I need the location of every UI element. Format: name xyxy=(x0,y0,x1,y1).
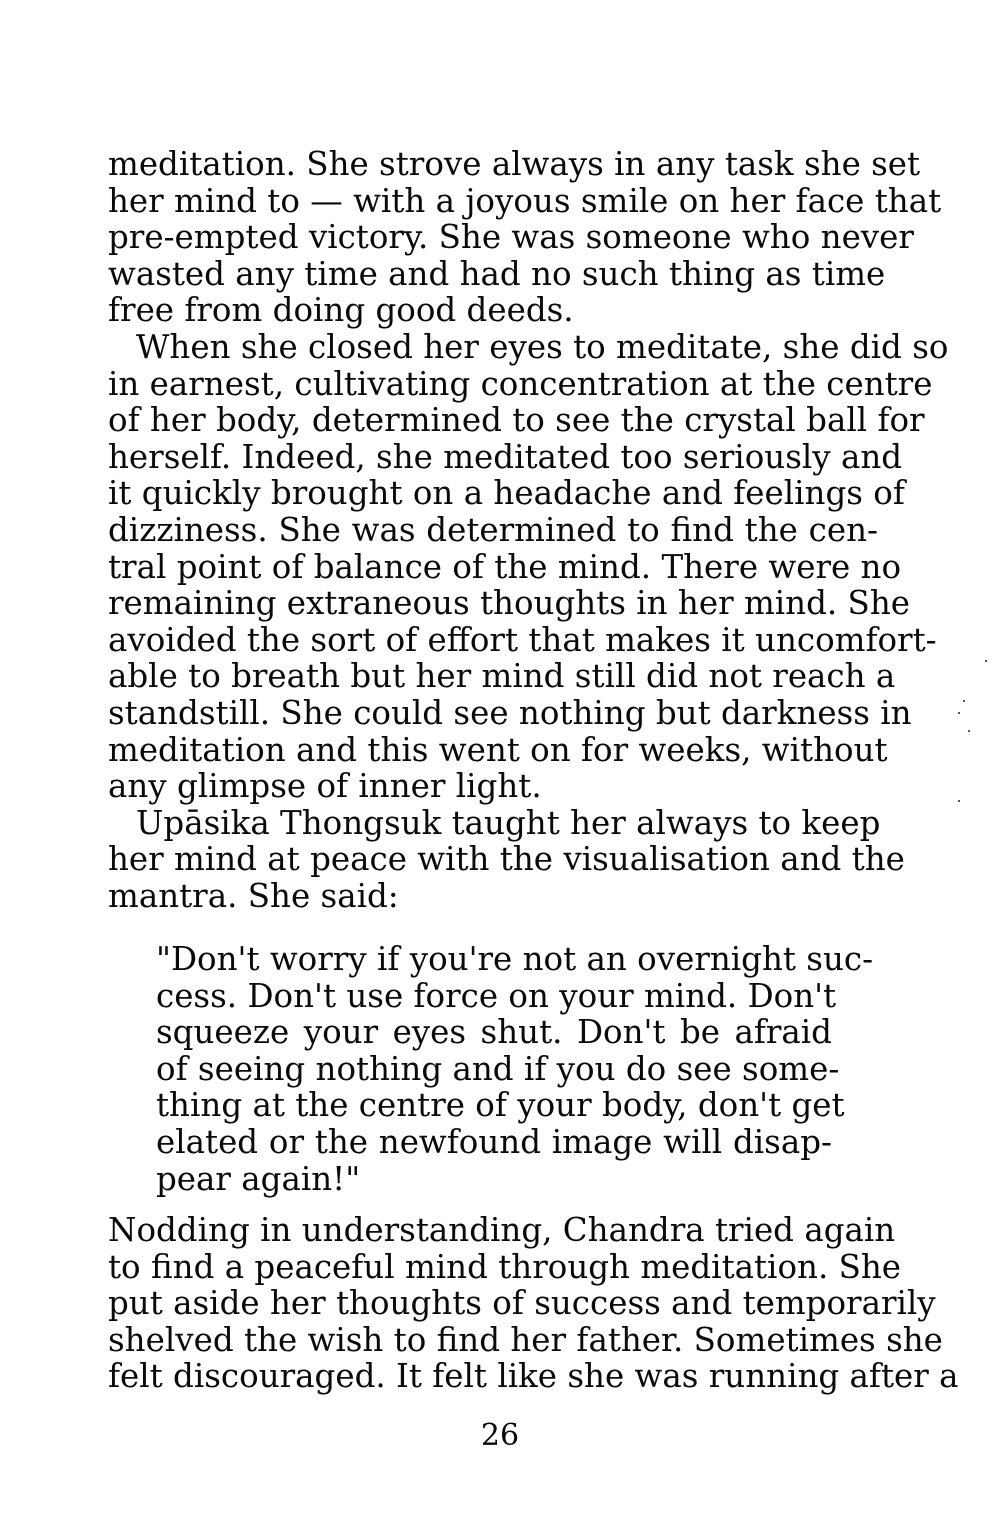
text-line: it quickly brought on a headache and feelings of xyxy=(108,474,905,513)
text-line: her mind to — with a joyous smile on her face that xyxy=(108,181,942,220)
text-line: any glimpse of inner light. xyxy=(108,767,542,806)
text-line: avoided the sort of effort that makes it uncomfort- xyxy=(108,620,937,659)
text-line: her mind at peace with the visualisation and the xyxy=(108,840,905,879)
scan-speck xyxy=(968,730,970,732)
quote-line: elated or the newfound image will disap- xyxy=(156,1122,832,1161)
text-line: remaining extraneous thoughts in her mind. She xyxy=(108,584,910,623)
text-line: able to breath but her mind still did not reach a xyxy=(108,657,896,696)
scan-speck xyxy=(958,712,960,714)
text-line: Upāsika Thongsuk taught her always to keep xyxy=(136,803,881,842)
quote-line: pear again!" xyxy=(156,1159,361,1198)
scan-speck xyxy=(985,660,987,662)
text-line: Nodding in understanding, Chandra tried again xyxy=(108,1211,896,1249)
text-line: tral point of balance of the mind. There were no xyxy=(108,547,902,586)
text-line: meditation. She strove always in any task she set xyxy=(108,145,921,183)
text-line: dizziness. She was determined to find the cen- xyxy=(108,510,878,549)
body-text-block xyxy=(108,145,949,915)
quote-line: of seeing nothing and if you do see some- xyxy=(156,1049,840,1088)
text-line: herself. Indeed, she meditated too seriously and xyxy=(108,437,903,476)
page-number: 26 xyxy=(480,1418,520,1453)
scan-speck xyxy=(958,800,960,802)
block-quote xyxy=(156,940,874,1198)
text-line: meditation and this went on for weeks, without xyxy=(108,730,888,769)
text-line: of her body, determined to see the crystal ball for xyxy=(108,401,925,440)
quote-line: cess. Don't use force on your mind. Don't xyxy=(156,976,837,1015)
text-line: When she closed her eyes to meditate, she did so xyxy=(136,327,949,366)
quote-line: thing at the centre of your body, don't get xyxy=(156,1086,845,1125)
closing-paragraph xyxy=(108,1211,959,1396)
text-line: felt discouraged. It felt like she was running after a xyxy=(108,1357,959,1396)
text-line: shelved the wish to find her father. Sometimes she xyxy=(108,1320,943,1359)
text-line: standstill. She could see nothing but darkness in xyxy=(108,693,912,732)
quote-line: squeeze your eyes shut. Don't be afraid xyxy=(156,1013,832,1052)
text-line: to find a peaceful mind through meditation. She xyxy=(108,1247,902,1286)
text-line: in earnest, cultivating concentration at the centre xyxy=(108,364,933,403)
scan-speck xyxy=(963,700,965,702)
text-line: wasted any time and had no such thing as time xyxy=(108,254,886,293)
text-line: pre-empted victory. She was someone who never xyxy=(108,218,914,257)
quote-line: "Don't worry if you're not an overnight suc- xyxy=(156,940,874,978)
text-line: mantra. She said: xyxy=(108,876,399,915)
text-line: put aside her thoughts of success and temporarily xyxy=(108,1284,936,1323)
text-line: free from doing good deeds. xyxy=(108,291,574,330)
